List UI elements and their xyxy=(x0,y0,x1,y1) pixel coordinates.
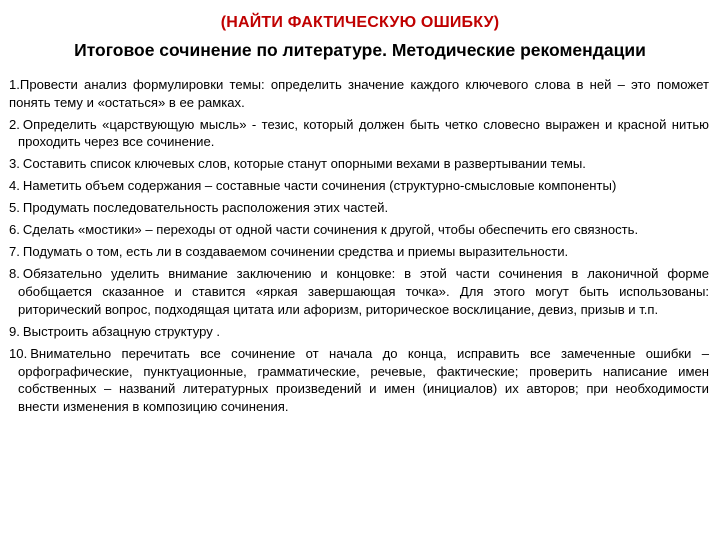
item-text: Выстроить абзацную структуру . xyxy=(22,323,221,339)
list-item xyxy=(9,177,709,195)
item-text: Внимательно перечитать все сочинение от начала до конца, исправить все замеченные ошибки – орфографические, пунктуационные, грамматические, речевые, фактические; проверить написание имен собственных – названий литературных произведений и имен (инициалов) их авторов; при необходимости внести изменения в композицию сочинения. xyxy=(18,345,709,414)
item-text: Подумать о том, есть ли в создаваемом сочинении средства и приемы выразительности. xyxy=(22,244,569,260)
recommendations-list xyxy=(9,76,709,420)
item-number: 1. xyxy=(9,77,20,92)
page-title: Итоговое сочинение по литературе. Методические рекомендации xyxy=(74,40,646,60)
item-number: 8. xyxy=(9,266,20,282)
item-text: Наметить объем содержания – составные части сочинения (структурно-смысловые компоненты) xyxy=(22,178,617,194)
item-number: 10. xyxy=(9,345,28,361)
item-text: Составить список ключевых слов, которые станут опорными вехами в развертывании темы. xyxy=(22,156,586,172)
item-number: 7. xyxy=(9,244,20,260)
item-number: 4. xyxy=(9,178,20,194)
list-item xyxy=(9,323,709,341)
item-text: Определить «царствующую мысль» - тезис, который должен быть четко словесно выражен и красной нитью проходить через все сочинение. xyxy=(18,116,709,150)
list-item xyxy=(9,221,709,239)
list-item xyxy=(9,199,709,217)
list-item xyxy=(9,76,709,111)
item-number: 2. xyxy=(9,116,20,132)
item-text: Провести анализ формулировки темы: определить значение каждого ключевого слова в ней – это поможет понять тему и «остаться» в ее рамках. xyxy=(9,77,709,110)
list-item xyxy=(9,155,709,173)
list-item xyxy=(9,265,709,318)
list-item xyxy=(9,116,709,151)
item-number: 6. xyxy=(9,222,20,238)
task-note: (НАЙТИ ФАКТИЧЕСКУЮ ОШИБКУ) xyxy=(220,14,500,31)
item-number: 5. xyxy=(9,200,20,216)
item-text: Сделать «мостики» – переходы от одной части сочинения к другой, чтобы обеспечить его связность. xyxy=(22,222,639,238)
item-number: 3. xyxy=(9,156,20,172)
list-item xyxy=(9,345,709,416)
item-text: Продумать последовательность расположения этих частей. xyxy=(22,200,389,216)
item-number: 9. xyxy=(9,323,20,339)
item-text: Обязательно уделить внимание заключению и концовке: в этой части сочинения в лаконичной форме обобщается сказанное и ставится «яркая завершающая точка». Для этого могут быть использованы: риторический вопрос, подходящая цитата или афоризм, риторическое восклицание, девиз, призыв и т.п. xyxy=(18,266,709,317)
list-item xyxy=(9,243,709,261)
